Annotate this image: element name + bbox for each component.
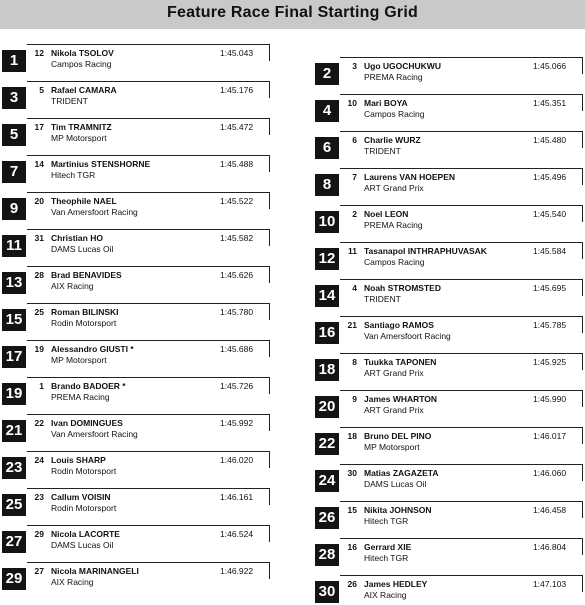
- entry-frame-top: [27, 155, 270, 156]
- entry-frame-right: [582, 538, 583, 555]
- entry-frame-top: [27, 118, 270, 119]
- lap-time: 1:46.060: [533, 468, 567, 478]
- grid-entry: [315, 94, 577, 124]
- entry-frame-top: [27, 44, 270, 45]
- entry-frame-right: [269, 155, 270, 172]
- entry-frame-top: [340, 279, 583, 280]
- lap-time: 1:46.922: [220, 566, 254, 576]
- grid-entry: [315, 242, 577, 272]
- car-number: 16: [347, 542, 357, 552]
- grid-entry: [2, 303, 264, 333]
- entry-frame-right: [269, 192, 270, 209]
- team-name: Hitech TGR: [51, 170, 96, 180]
- car-number: 20: [34, 196, 44, 206]
- team-name: PREMA Racing: [51, 392, 110, 402]
- entry-frame-right: [269, 118, 270, 135]
- team-name: Hitech TGR: [364, 516, 409, 526]
- team-name: DAMS Lucas Oil: [51, 244, 114, 254]
- position-badge: 11: [2, 235, 26, 257]
- position-badge: 24: [315, 470, 339, 492]
- entry-frame-right: [582, 316, 583, 333]
- car-number: 11: [348, 246, 357, 256]
- driver-name: Noel LEON: [364, 209, 409, 219]
- driver-name: Tuukka TAPONEN: [364, 357, 437, 367]
- driver-name: Nicola LACORTE: [51, 529, 120, 539]
- grid-entry: [315, 316, 577, 346]
- car-number: 27: [34, 566, 44, 576]
- position-badge: 26: [315, 507, 339, 529]
- entry-frame-right: [269, 488, 270, 505]
- position-badge: 16: [315, 322, 339, 344]
- grid-entry: [2, 414, 264, 444]
- car-number: 8: [352, 357, 357, 367]
- position-badge: 7: [2, 161, 26, 183]
- car-number: 1: [39, 381, 44, 391]
- entry-frame-right: [269, 525, 270, 542]
- position-badge: 2: [315, 63, 339, 85]
- entry-frame-right: [269, 451, 270, 468]
- car-number: 6: [352, 135, 357, 145]
- position-badge: 19: [2, 383, 26, 405]
- grid-entry: [315, 168, 577, 198]
- lap-time: 1:45.488: [220, 159, 254, 169]
- car-number: 22: [34, 418, 44, 428]
- grid-entry: [315, 501, 577, 531]
- driver-name: Gerrard XIE: [364, 542, 412, 552]
- grid-entry: [2, 377, 264, 407]
- driver-name: Callum VOISIN: [51, 492, 111, 502]
- position-badge: 18: [315, 359, 339, 381]
- car-number: 30: [347, 468, 357, 478]
- entry-frame-top: [340, 94, 583, 95]
- entry-frame-right: [269, 562, 270, 579]
- car-number: 29: [34, 529, 44, 539]
- entry-frame-right: [582, 353, 583, 370]
- position-badge: 27: [2, 531, 26, 553]
- grid-entry: [2, 155, 264, 185]
- team-name: Van Amersfoort Racing: [51, 429, 138, 439]
- entry-frame-right: [269, 303, 270, 320]
- lap-time: 1:46.458: [533, 505, 567, 515]
- team-name: Van Amersfoort Racing: [364, 331, 451, 341]
- position-badge: 17: [2, 346, 26, 368]
- grid-entry: [315, 57, 577, 87]
- driver-name: Matias ZAGAZETA: [364, 468, 439, 478]
- title-bar: [0, 0, 585, 29]
- entry-frame-top: [340, 242, 583, 243]
- position-badge: 12: [315, 248, 339, 270]
- entry-frame-right: [582, 501, 583, 518]
- team-name: Van Amersfoort Racing: [51, 207, 138, 217]
- driver-name: Nikita JOHNSON: [364, 505, 432, 515]
- team-name: MP Motorsport: [51, 133, 107, 143]
- entry-frame-right: [269, 340, 270, 357]
- entry-frame-top: [27, 488, 270, 489]
- lap-time: 1:45.990: [533, 394, 567, 404]
- car-number: 21: [347, 320, 357, 330]
- lap-time: 1:45.992: [220, 418, 254, 428]
- entry-frame-right: [582, 131, 583, 148]
- grid-entry: [315, 205, 577, 235]
- entry-frame-top: [340, 353, 583, 354]
- position-badge: 22: [315, 433, 339, 455]
- entry-frame-top: [27, 303, 270, 304]
- car-number: 7: [352, 172, 357, 182]
- team-name: DAMS Lucas Oil: [51, 540, 114, 550]
- driver-name: Tasanapol INTHRAPHUVASAK: [364, 246, 487, 256]
- grid-entry: [315, 538, 577, 568]
- entry-frame-top: [340, 575, 583, 576]
- driver-name: Christian HO: [51, 233, 103, 243]
- car-number: 19: [34, 344, 44, 354]
- lap-time: 1:45.695: [533, 283, 567, 293]
- page-title: Feature Race Final Starting Grid: [167, 4, 418, 21]
- entry-frame-top: [27, 562, 270, 563]
- car-number: 3: [352, 61, 357, 71]
- entry-frame-top: [27, 192, 270, 193]
- entry-frame-right: [269, 229, 270, 246]
- driver-name: Mari BOYA: [364, 98, 408, 108]
- position-badge: 23: [2, 457, 26, 479]
- team-name: PREMA Racing: [364, 72, 423, 82]
- driver-name: Laurens VAN HOEPEN: [364, 172, 456, 182]
- team-name: TRIDENT: [51, 96, 88, 106]
- entry-frame-top: [340, 464, 583, 465]
- grid-entry: [315, 131, 577, 161]
- entry-frame-right: [269, 81, 270, 98]
- lap-time: 1:45.780: [220, 307, 254, 317]
- entry-frame-top: [27, 377, 270, 378]
- entry-frame-top: [340, 501, 583, 502]
- driver-name: Charlie WURZ: [364, 135, 421, 145]
- entry-frame-right: [582, 279, 583, 296]
- entry-frame-right: [269, 266, 270, 283]
- car-number: 12: [34, 48, 44, 58]
- car-number: 26: [347, 579, 357, 589]
- team-name: AIX Racing: [51, 281, 94, 291]
- lap-time: 1:45.522: [220, 196, 254, 206]
- grid-entry: [315, 427, 577, 457]
- entry-frame-top: [340, 427, 583, 428]
- lap-time: 1:46.524: [220, 529, 254, 539]
- entry-frame-right: [582, 464, 583, 481]
- lap-time: 1:45.584: [533, 246, 567, 256]
- car-number: 5: [39, 85, 44, 95]
- team-name: MP Motorsport: [364, 442, 420, 452]
- lap-time: 1:46.804: [533, 542, 567, 552]
- car-number: 18: [347, 431, 357, 441]
- entry-frame-right: [269, 377, 270, 394]
- position-badge: 25: [2, 494, 26, 516]
- lap-time: 1:45.626: [220, 270, 254, 280]
- entry-frame-top: [27, 414, 270, 415]
- driver-name: Roman BILINSKI: [51, 307, 119, 317]
- entry-frame-right: [582, 168, 583, 185]
- entry-frame-top: [27, 451, 270, 452]
- entry-frame-top: [27, 266, 270, 267]
- team-name: Rodin Motorsport: [51, 466, 117, 476]
- grid-entry: [315, 575, 577, 605]
- car-number: 31: [34, 233, 44, 243]
- position-badge: 1: [2, 50, 26, 72]
- car-number: 25: [34, 307, 44, 317]
- entry-frame-top: [340, 168, 583, 169]
- car-number: 9: [352, 394, 357, 404]
- grid-entry: [2, 192, 264, 222]
- team-name: AIX Racing: [364, 590, 407, 600]
- position-badge: 14: [315, 285, 339, 307]
- team-name: Campos Racing: [364, 257, 425, 267]
- grid-entry: [315, 353, 577, 383]
- grid-entry: [2, 44, 264, 74]
- grid-entry: [2, 118, 264, 148]
- entry-frame-right: [582, 242, 583, 259]
- team-name: Campos Racing: [51, 59, 112, 69]
- driver-name: Louis SHARP: [51, 455, 106, 465]
- driver-name: Noah STROMSTED: [364, 283, 441, 293]
- grid-entry: [2, 525, 264, 555]
- entry-frame-top: [27, 340, 270, 341]
- team-name: AIX Racing: [51, 577, 94, 587]
- car-number: 17: [34, 122, 44, 132]
- driver-name: James WHARTON: [364, 394, 438, 404]
- entry-frame-right: [582, 427, 583, 444]
- position-badge: 28: [315, 544, 339, 566]
- car-number: 2: [352, 209, 357, 219]
- car-number: 24: [34, 455, 44, 465]
- position-badge: 9: [2, 198, 26, 220]
- driver-name: Brando BADOER *: [51, 381, 126, 391]
- grid-entry: [2, 340, 264, 370]
- position-badge: 5: [2, 124, 26, 146]
- position-badge: 13: [2, 272, 26, 294]
- lap-time: 1:46.017: [533, 431, 567, 441]
- lap-time: 1:47.103: [533, 579, 567, 589]
- driver-name: Santiago RAMOS: [364, 320, 434, 330]
- lap-time: 1:45.726: [220, 381, 254, 391]
- position-badge: 3: [2, 87, 26, 109]
- grid-entry: [2, 562, 264, 592]
- team-name: PREMA Racing: [364, 220, 423, 230]
- entry-frame-right: [269, 44, 270, 61]
- lap-time: 1:46.020: [220, 455, 254, 465]
- lap-time: 1:45.925: [533, 357, 567, 367]
- position-badge: 10: [315, 211, 339, 233]
- entry-frame-right: [582, 390, 583, 407]
- car-number: 14: [34, 159, 44, 169]
- team-name: TRIDENT: [364, 294, 401, 304]
- lap-time: 1:45.785: [533, 320, 567, 330]
- team-name: MP Motorsport: [51, 355, 107, 365]
- position-badge: 30: [315, 581, 339, 603]
- driver-name: Alessandro GIUSTI *: [51, 344, 134, 354]
- car-number: 4: [352, 283, 357, 293]
- entry-frame-top: [340, 205, 583, 206]
- entry-frame-top: [27, 229, 270, 230]
- entry-frame-top: [27, 81, 270, 82]
- driver-name: Martinius STENSHORNE: [51, 159, 151, 169]
- driver-name: Ivan DOMINGUES: [51, 418, 123, 428]
- grid-entry: [2, 81, 264, 111]
- team-name: Rodin Motorsport: [51, 503, 117, 513]
- position-badge: 8: [315, 174, 339, 196]
- driver-name: Nikola TSOLOV: [51, 48, 114, 58]
- driver-name: Theophile NAEL: [51, 196, 117, 206]
- car-number: 28: [34, 270, 44, 280]
- entry-frame-top: [340, 538, 583, 539]
- lap-time: 1:45.176: [220, 85, 254, 95]
- entry-frame-right: [582, 575, 583, 592]
- driver-name: Brad BENAVIDES: [51, 270, 122, 280]
- lap-time: 1:45.351: [533, 98, 567, 108]
- lap-time: 1:46.161: [220, 492, 254, 502]
- grid-entry: [315, 390, 577, 420]
- team-name: ART Grand Prix: [364, 368, 424, 378]
- position-badge: 20: [315, 396, 339, 418]
- team-name: TRIDENT: [364, 146, 401, 156]
- entry-frame-top: [340, 131, 583, 132]
- position-badge: 29: [2, 568, 26, 590]
- lap-time: 1:45.066: [533, 61, 567, 71]
- entry-frame-right: [582, 57, 583, 74]
- grid-entry: [315, 279, 577, 309]
- driver-name: James HEDLEY: [364, 579, 428, 589]
- entry-frame-right: [582, 94, 583, 111]
- entry-frame-top: [27, 525, 270, 526]
- grid-entry: [2, 266, 264, 296]
- lap-time: 1:45.496: [533, 172, 567, 182]
- car-number: 10: [347, 98, 357, 108]
- position-badge: 21: [2, 420, 26, 442]
- team-name: Rodin Motorsport: [51, 318, 117, 328]
- driver-name: Rafael CAMARA: [51, 85, 117, 95]
- entry-frame-right: [269, 414, 270, 431]
- team-name: Campos Racing: [364, 109, 425, 119]
- lap-time: 1:45.472: [220, 122, 254, 132]
- lap-time: 1:45.480: [533, 135, 567, 145]
- driver-name: Bruno DEL PINO: [364, 431, 432, 441]
- entry-frame-top: [340, 316, 583, 317]
- team-name: Hitech TGR: [364, 553, 409, 563]
- grid-entry: [2, 488, 264, 518]
- lap-time: 1:45.582: [220, 233, 254, 243]
- car-number: 15: [347, 505, 357, 515]
- entry-frame-top: [340, 390, 583, 391]
- position-badge: 6: [315, 137, 339, 159]
- car-number: 23: [34, 492, 44, 502]
- lap-time: 1:45.686: [220, 344, 254, 354]
- driver-name: Tim TRAMNITZ: [51, 122, 112, 132]
- lap-time: 1:45.540: [533, 209, 567, 219]
- team-name: ART Grand Prix: [364, 405, 424, 415]
- lap-time: 1:45.043: [220, 48, 254, 58]
- driver-name: Nicola MARINANGELI: [51, 566, 139, 576]
- grid-entry: [2, 451, 264, 481]
- grid-entry: [2, 229, 264, 259]
- team-name: ART Grand Prix: [364, 183, 424, 193]
- position-badge: 4: [315, 100, 339, 122]
- grid-entry: [315, 464, 577, 494]
- position-badge: 15: [2, 309, 26, 331]
- team-name: DAMS Lucas Oil: [364, 479, 427, 489]
- driver-name: Ugo UGOCHUKWU: [364, 61, 441, 71]
- entry-frame-right: [582, 205, 583, 222]
- entry-frame-top: [340, 57, 583, 58]
